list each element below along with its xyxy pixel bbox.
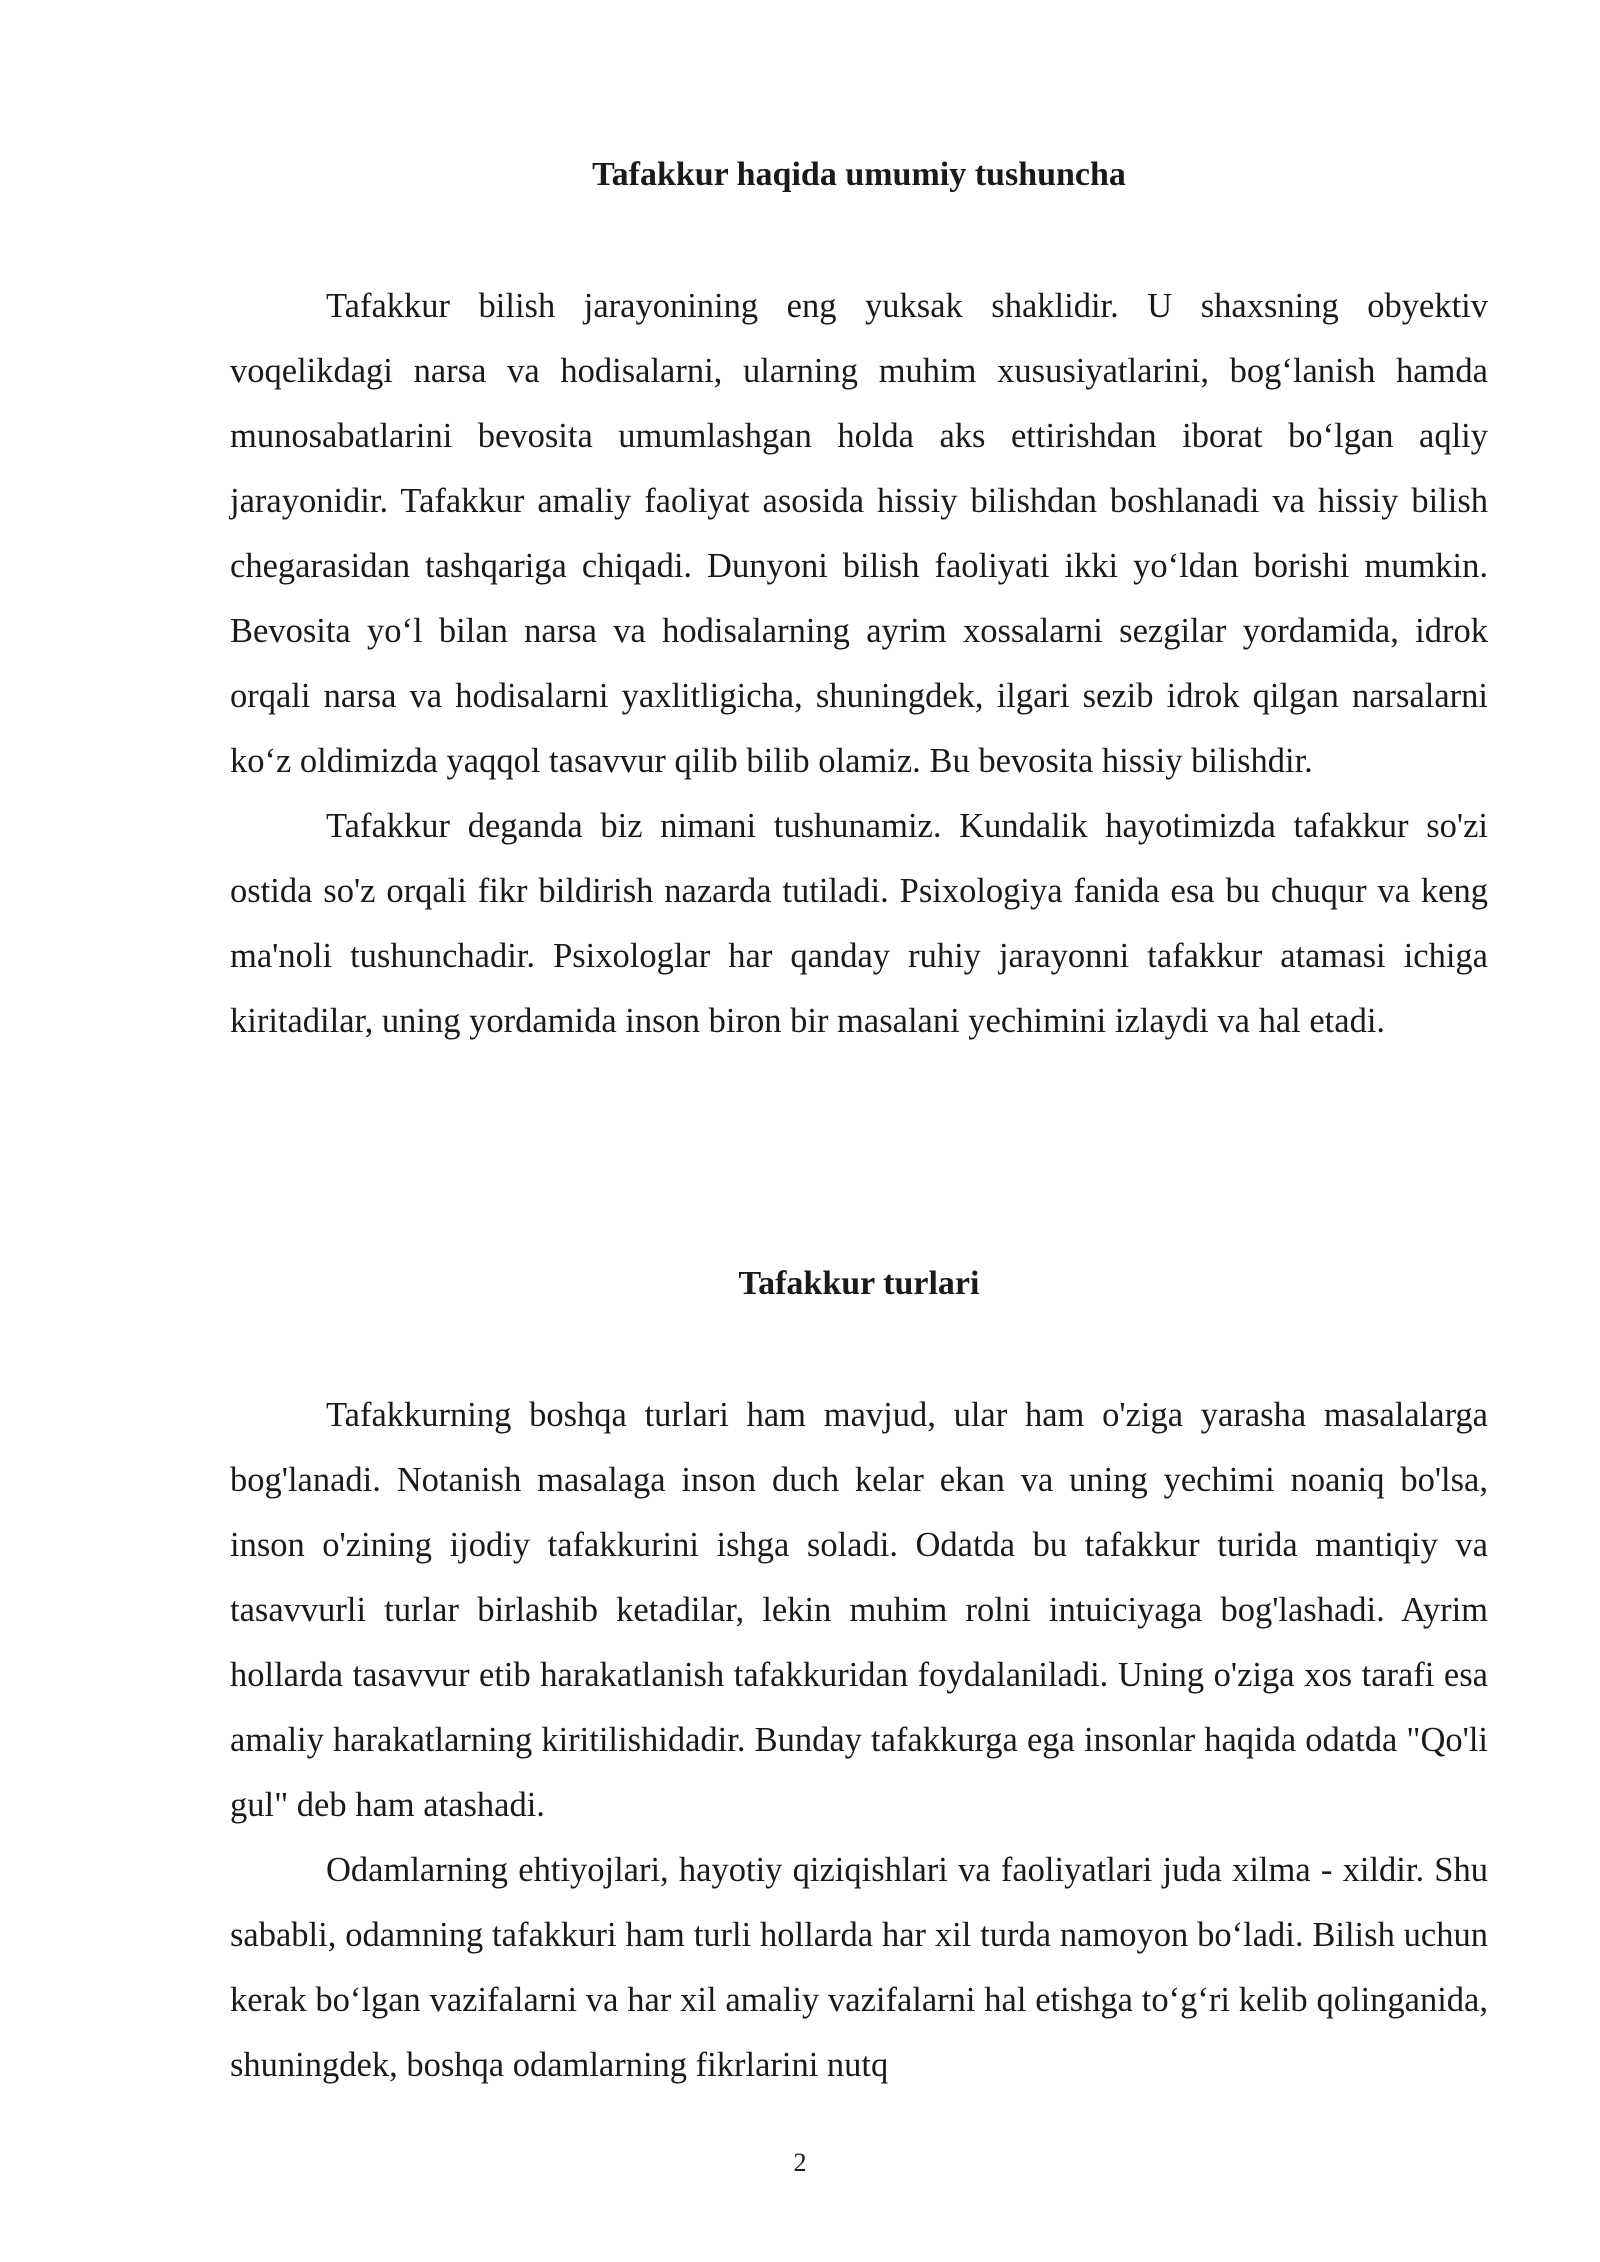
section-heading-general-concept: Tafakkur haqida umumiy tushuncha (592, 156, 1126, 193)
section-body-general-concept (230, 274, 1488, 1054)
section-body-types (230, 1383, 1488, 2098)
paragraph: Tafakkurning boshqa turlari ham mavjud, ular ham o'ziga yarasha masalalarga bog'lanadi. Notanish masalaga inson duch kelar ekan va uning yechimi noaniq bo'lsa, inson o'zining ijodiy tafakkurini ishga soladi. Odatda bu tafakkur turida mantiqiy va tasavvurli turlar birlashib ketadilar, lekin muhim rolni intuiciyaga bog'lashadi. Ayrim hollarda tasavvur etib harakatlanish tafakkuridan foydalaniladi. Uning o'ziga xos tarafi esa amaliy harakatlarning kiritilishidadir. Bunday tafakkurga ega insonlar haqida odatda "Qo'li gul" deb ham atashadi. (230, 1396, 1488, 1824)
section-heading-types: Tafakkur turlari (738, 1265, 980, 1302)
page-number: 2 (793, 2148, 807, 2177)
paragraph: Odamlarning ehtiyojlari, hayotiy qiziqishlari va faoliyatlari juda xilma - xildir. Shu sababli, odamning tafakkuri ham turli hollarda har xil turda namoyon bo‘ladi. Bilish uchun kerak bo‘lgan vazifalarni va har xil amaliy vazifalarni hal etishga to‘g‘ri kelib qolinganida, shuningdek, boshqa odamlarning fikrlarini nutq (230, 1851, 1488, 2084)
paragraph: Tafakkur bilish jarayonining eng yuksak shaklidir. U shaxsning obyektiv voqelikdagi narsa va hodisalarni, ularning muhim xususiyatlarini, bog‘lanish hamda munosabatlarini bevosita umumlashgan holda aks ettirishdan iborat bo‘lgan aqliy jarayonidir. Tafakkur amaliy faoliyat asosida hissiy bilishdan boshlanadi va hissiy bilish chegarasidan tashqariga chiqadi. Dunyoni bilish faoliyati ikki yo‘ldan borishi mumkin. Bevosita yo‘l bilan narsa va hodisalarning ayrim xossalarni sezgilar yordamida, idrok orqali narsa va hodisalarni yaxlitligicha, shuningdek, ilgari sezib idrok qilgan narsalarni ko‘z oldimizda yaqqol tasavvur qilib bilib olamiz. Bu bevosita hissiy bilishdir. (230, 287, 1488, 780)
paragraph: Tafakkur deganda biz nimani tushunamiz. Kundalik hayotimizda tafakkur so'zi ostida so'z orqali fikr bildirish nazarda tutiladi. Psixologiya fanida esa bu chuqur va keng ma'noli tushunchadir. Psixologlar har qanday ruhiy jarayonni tafakkur atamasi ichiga kiritadilar, uning yordamida inson biron bir masalani yechimini izlaydi va hal etadi. (230, 807, 1488, 1040)
